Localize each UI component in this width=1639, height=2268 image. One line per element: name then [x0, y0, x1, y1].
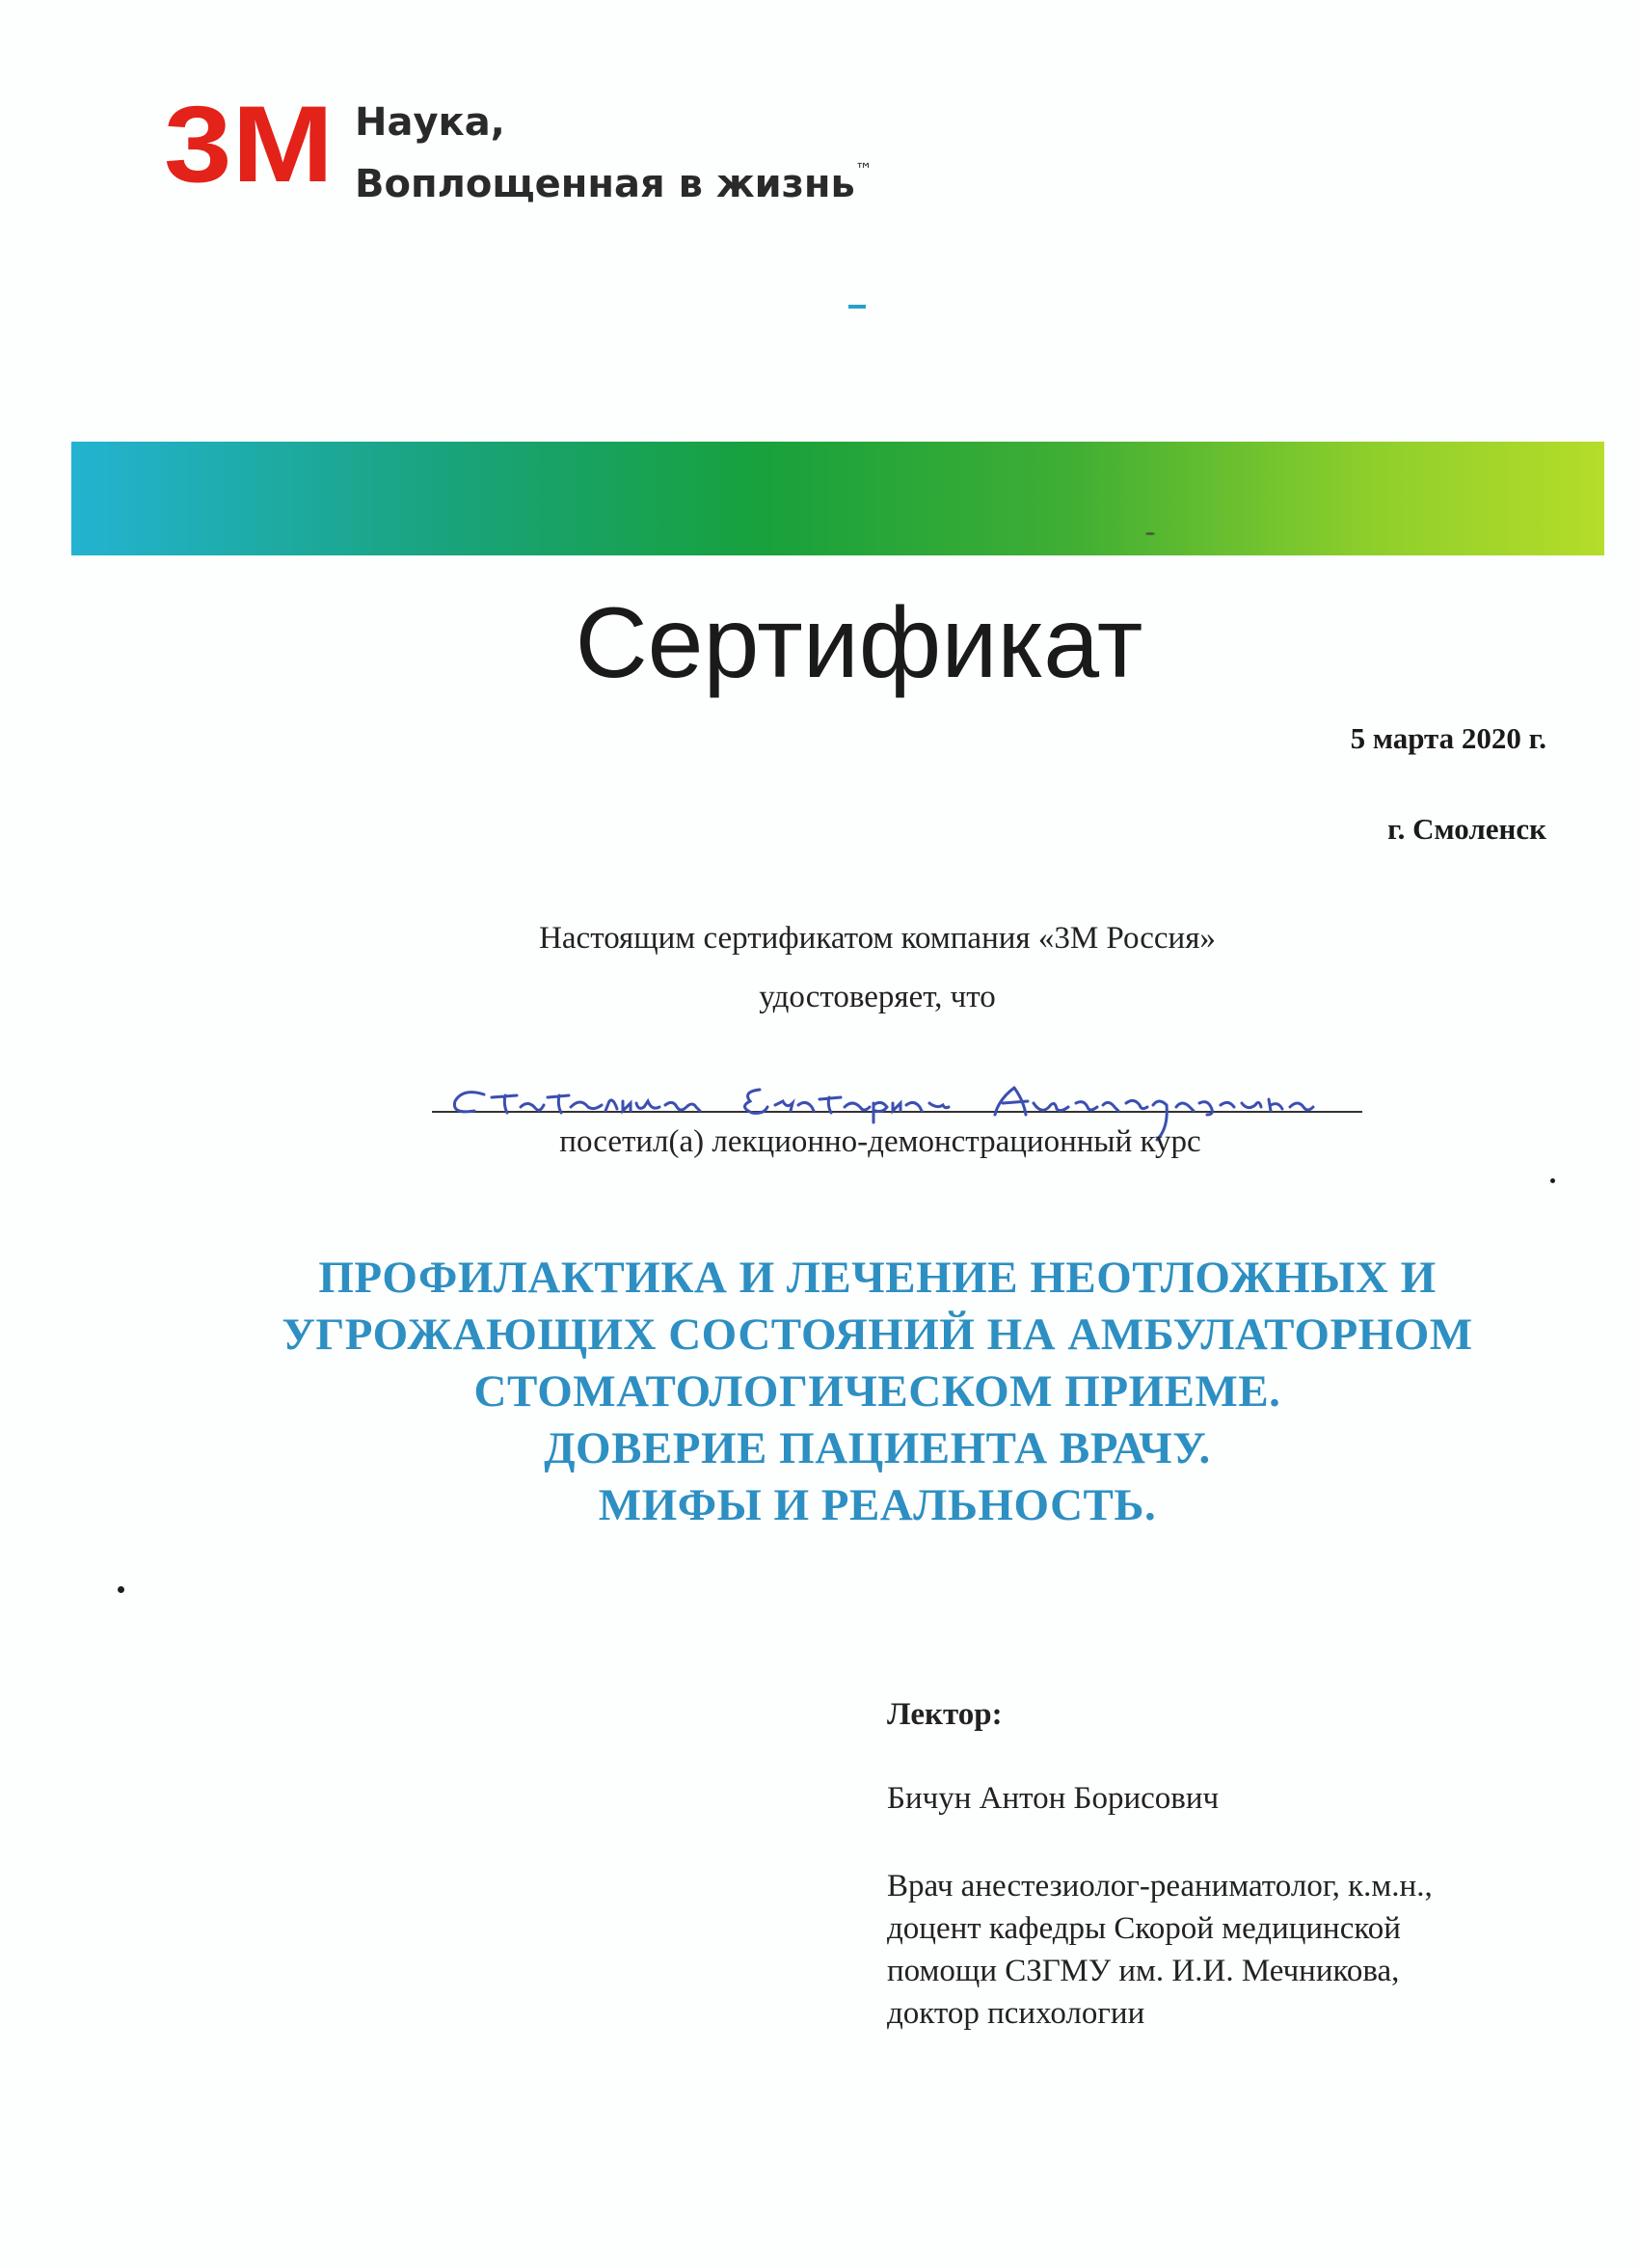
- lecturer-position-line: доктор психологии: [887, 1996, 1145, 2031]
- lecturer-position-line: доцент кафедры Скорой медицинской: [887, 1911, 1401, 1946]
- lecturer-position-line: Врач анестезиолог-реаниматолог, к.м.н.,: [887, 1869, 1433, 1904]
- scan-speck: [1145, 532, 1155, 535]
- certificate-date: 5 марта 2020 г.: [1350, 721, 1546, 755]
- course-title-line: МИФЫ И РЕАЛЬНОСТЬ.: [598, 1480, 1157, 1530]
- attended-course-text: посетил(а) лекционно-демонстрационный курс: [559, 1124, 1201, 1159]
- course-title-line: ПРОФИЛАКТИКА И ЛЕЧЕНИЕ НЕОТЛОЖНЫХ И: [318, 1253, 1437, 1303]
- course-title-line: УГРОЖАЮЩИХ СОСТОЯНИЙ НА АМБУЛАТОРНОМ: [282, 1310, 1473, 1360]
- course-title: [0, 1250, 1639, 1534]
- 3m-logo: [164, 96, 337, 193]
- lecturer-position: [887, 1865, 1581, 2035]
- course-title-line: ДОВЕРИЕ ПАЦИЕНТА ВРАЧУ.: [544, 1423, 1211, 1473]
- tagline-line2: Воплощенная в жизнь™: [355, 160, 873, 206]
- trademark-symbol: ™: [854, 160, 873, 180]
- intro-line-1: Настоящим сертификатом компания «3М Россия»: [539, 921, 1216, 956]
- svg-text:3M: 3M: [164, 96, 334, 193]
- lecturer-position-line: помощи СЗГМУ им. И.И. Мечникова,: [887, 1954, 1400, 1988]
- lecturer-label: Лектор:: [887, 1697, 1003, 1732]
- brand-tagline: [355, 98, 873, 208]
- certificate-city: г. Смоленск: [1387, 812, 1546, 846]
- brand-logo: [164, 96, 916, 206]
- lecturer-name: Бичун Антон Борисович: [887, 1781, 1220, 1816]
- certificate-title: Сертификат: [575, 587, 1143, 699]
- intro-line-2: удостоверяет, что: [759, 980, 996, 1014]
- scan-speck: [118, 1586, 124, 1593]
- lecturer-block: [887, 1697, 1581, 2035]
- course-title-line: СТОМАТОЛОГИЧЕСКОМ ПРИЕМЕ.: [473, 1366, 1281, 1417]
- header-gradient-band: [71, 442, 1604, 555]
- scan-speck: [1550, 1178, 1555, 1183]
- scan-speck: [848, 305, 866, 309]
- tagline-line1: Наука,: [355, 100, 505, 145]
